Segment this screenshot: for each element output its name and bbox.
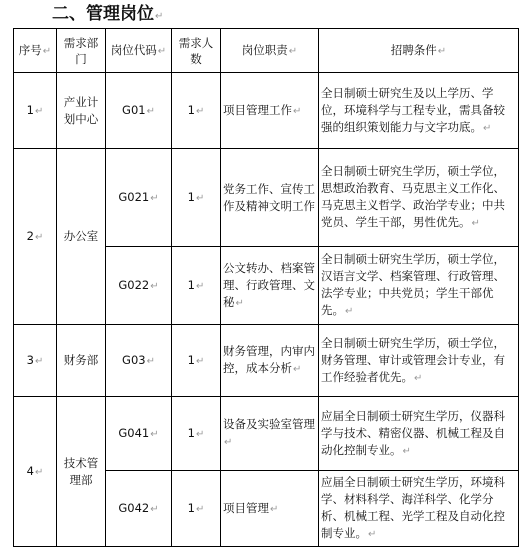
- paragraph-mark-icon: ↵: [146, 105, 155, 117]
- table-row: [14, 149, 519, 247]
- code-cell: G022↵: [106, 247, 172, 325]
- count-cell: 1↵: [172, 149, 221, 247]
- paragraph-mark-icon: ↵: [195, 192, 205, 204]
- paragraph-mark-icon: ↵: [150, 192, 159, 204]
- paragraph-mark-icon: ↵: [437, 45, 447, 57]
- paragraph-mark-icon: ↵: [483, 122, 492, 134]
- paragraph-mark-icon: ↵: [150, 280, 159, 292]
- paragraph-mark-icon: ↵: [195, 355, 205, 367]
- count-cell: 1↵: [172, 397, 221, 471]
- dept-cell: 产业计划中心: [57, 73, 106, 149]
- requirement-cell: 全日制硕士研究生学历，硕士学位，财务管理、审计或管理会计专业，有工作经验者优先。↵: [319, 325, 519, 397]
- section-heading: [52, 2, 163, 26]
- header-code: 岗位代码↵: [106, 29, 172, 73]
- code-cell: G042↵: [106, 471, 172, 547]
- paragraph-mark-icon: ↵: [293, 364, 302, 375]
- count-cell: 1↵: [172, 73, 221, 149]
- seq-cell: 1↵: [14, 73, 57, 149]
- section-title: 二、管理岗位: [52, 4, 154, 24]
- paragraph-mark-icon: ↵: [293, 105, 302, 117]
- header-duty: 岗位职责↵: [221, 29, 319, 73]
- paragraph-mark-icon: ↵: [368, 529, 377, 540]
- paragraph-mark-icon: ↵: [150, 428, 159, 440]
- dept-cell: 办公室: [57, 149, 106, 325]
- count-cell: 1↵: [172, 247, 221, 325]
- duty-cell: 项目管理工作↵: [221, 73, 319, 149]
- paragraph-mark-icon: ↵: [270, 503, 279, 515]
- dept-cell: 财务部: [57, 325, 106, 397]
- paragraph-mark-icon: ↵: [288, 45, 298, 57]
- table-header-row: [14, 29, 519, 73]
- paragraph-mark-icon: ↵: [157, 45, 167, 57]
- paragraph-mark-icon: ↵: [224, 437, 233, 448]
- code-cell: G01↵: [106, 73, 172, 149]
- code-cell: G021↵: [106, 149, 172, 247]
- count-cell: 1↵: [172, 325, 221, 397]
- requirement-cell: 全日制硕士研究生及以上学历、学位，环境科学与工程专业，需具备较强的组织策划能力与文字功底。↵: [319, 73, 519, 149]
- paragraph-mark-icon: ↵: [195, 428, 205, 440]
- dept-cell: 技术管理部: [57, 397, 106, 547]
- paragraph-mark-icon: ↵: [34, 466, 44, 478]
- paragraph-mark-icon: ↵: [150, 503, 159, 515]
- table-row: [14, 397, 519, 471]
- table-row: [14, 73, 519, 149]
- paragraph-mark-icon: ↵: [42, 45, 52, 57]
- requirement-cell: 全日制硕士研究生学历，硕士学位，思想政治教育、马克思主义工作化、马克思主义哲学、政治学专业；中共党员、学生干部，男性优先。↵: [319, 149, 519, 247]
- duty-cell: 项目管理↵: [221, 471, 319, 547]
- code-cell: G03↵: [106, 325, 172, 397]
- requirement-cell: 全日制硕士研究生学历，硕士学位，汉语言文学、档案管理、行政管理、法学专业；中共党员；学生干部优先。↵: [319, 247, 519, 325]
- requirement-cell: 应届全日制硕士研究生学历，仪器科学与技术、精密仪器、机械工程及自动化控制专业。↵: [319, 397, 519, 471]
- duty-cell: 设备及实验室管理↵: [221, 397, 319, 471]
- header-seq: 序号↵: [14, 29, 57, 73]
- paragraph-mark-icon: ↵: [195, 280, 205, 292]
- requirement-cell: 应届全日制硕士研究生学历，环境科学、材料科学、海洋科学、化学分析、机械工程、光学工程及自动化控制专业。↵: [319, 471, 519, 547]
- duty-cell: 公文转办、档案管理、行政管理、文秘↵: [221, 247, 319, 325]
- duty-cell: 党务工作、宣传工作及精神文明工作: [221, 149, 319, 247]
- table-row: [14, 325, 519, 397]
- count-cell: 1↵: [172, 471, 221, 547]
- paragraph-mark-icon: ↵: [155, 11, 164, 22]
- header-dept: 需求部门: [57, 29, 106, 73]
- paragraph-mark-icon: ↵: [195, 105, 205, 117]
- seq-cell: 3↵: [14, 325, 57, 397]
- paragraph-mark-icon: ↵: [34, 105, 44, 117]
- paragraph-mark-icon: ↵: [402, 445, 411, 457]
- paragraph-mark-icon: ↵: [235, 297, 244, 309]
- duty-cell: 财务管理，内审内控，成本分析↵: [221, 325, 319, 397]
- paragraph-mark-icon: ↵: [414, 372, 423, 384]
- paragraph-mark-icon: ↵: [345, 306, 354, 317]
- paragraph-mark-icon: ↵: [471, 218, 480, 229]
- paragraph-mark-icon: ↵: [34, 231, 44, 243]
- seq-cell: 2↵: [14, 149, 57, 325]
- paragraph-mark-icon: ↵: [195, 503, 205, 515]
- header-req: 招聘条件↵: [319, 29, 519, 73]
- seq-cell: 4↵: [14, 397, 57, 547]
- header-count: 需求人数: [172, 29, 221, 73]
- positions-table: [13, 28, 519, 547]
- paragraph-mark-icon: ↵: [146, 355, 155, 367]
- code-cell: G041↵: [106, 397, 172, 471]
- paragraph-mark-icon: ↵: [34, 355, 44, 367]
